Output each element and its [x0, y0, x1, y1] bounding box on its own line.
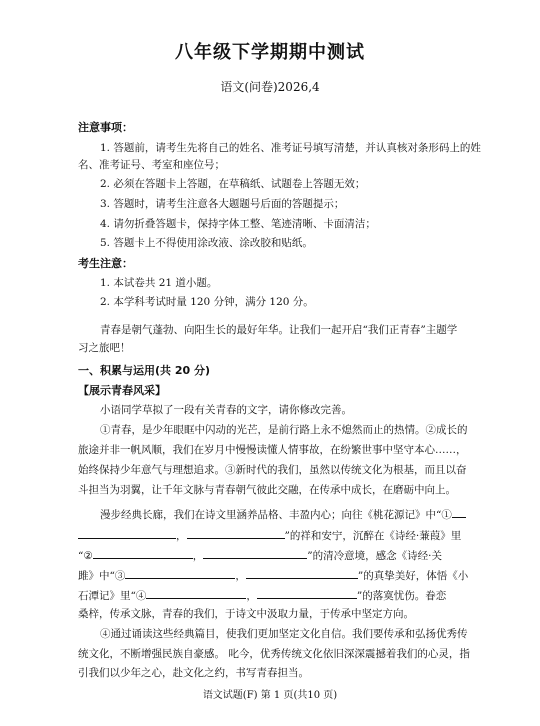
- passage-line: 引我们以少年之心，赴文化之约，书写青春担当。: [78, 667, 309, 679]
- page-title: 八年级下学期期中测试: [175, 42, 365, 63]
- passage-text: 石潭记》里“④: [78, 590, 147, 602]
- passage-line: [78, 587, 470, 604]
- passage-line: ①青春，是少年眼眶中闪动的光芒，是前行路上永不熄然而止的热情。②成长的: [100, 424, 468, 436]
- notice-heading: 注意事项：: [78, 121, 133, 134]
- candidate-note: 1. 本试卷共 21 道小题。: [100, 277, 218, 289]
- passage-text: ”的落寞忧伤。眷恋: [356, 590, 447, 602]
- notice-item: 1. 答题前，请考生先将自己的姓名、准考证号填写清楚，并认真核对条形码上的姓: [100, 142, 481, 154]
- passage-line: [78, 547, 470, 564]
- candidate-notes-heading: 考生注意：: [78, 257, 133, 270]
- notice-item: 5. 答题卡上不得使用涂改液、涂改胶和贴纸。: [100, 237, 313, 249]
- page-footer: 语文试题(F) 第 1 页(共10 页): [202, 690, 338, 701]
- passage-line: [78, 567, 470, 584]
- notice-item: 2. 必须在答题卡上答题，在草稿纸、试题卷上答题无效；: [100, 178, 366, 190]
- passage-text: ”的祥和安宁，沉醉在《诗经·蒹葭》里: [284, 530, 462, 542]
- passage-line: 统文化，不断增强民族自豪感。 叱今，优秀传统文化依旧深深震撼着我们的心灵，指: [78, 648, 470, 660]
- fill-blank-3b[interactable]: [246, 567, 358, 579]
- page-subtitle: 语文(问卷)2026,4: [220, 80, 320, 94]
- fill-blank-2a[interactable]: [93, 547, 193, 559]
- passage-text: ”的真挚美好，体悟《小: [357, 570, 469, 582]
- section-heading: 一、积累与运用(共 20 分): [78, 364, 211, 377]
- passage-line: 桑梓，传承文脉，青春的我们，于诗文中汲取力量，于传承中坚定方向。: [78, 608, 414, 620]
- fill-blank-4b[interactable]: [257, 587, 357, 599]
- notice-item: 名、准考证号、考室和座位号；: [78, 159, 225, 171]
- passage-line: [100, 506, 470, 523]
- passage-line: 斗担当为羽翼，让千年文脉与青春朝气彼此交融，在传承中成长，在磨砺中向上。: [78, 484, 456, 496]
- intro-line: 青春是朝气蓬勃、向阳生长的最好年华。让我们一起开启“我们正青春”主题学: [100, 324, 458, 336]
- fill-blank-3a[interactable]: [125, 567, 235, 579]
- fill-blank-1c[interactable]: [187, 527, 285, 539]
- passage-text: ，: [246, 590, 257, 602]
- fill-blank-4a[interactable]: [146, 587, 246, 599]
- section-subheading: 【展示青春风采】: [78, 384, 166, 397]
- passage-text: “②: [78, 550, 93, 562]
- passage-line: 始终保持少年意气与理想追求。③新时代的我们，虽然以传统文化为根基，而且以奋: [78, 464, 467, 476]
- passage-text: 雎》中“③: [78, 570, 126, 582]
- passage-line: [78, 527, 470, 544]
- section-prompt: 小语同学草拟了一段有关青春的文字，请你修改完善。: [100, 404, 352, 416]
- passage-line: ④通过诵读这些经典篇目，使我们更加坚定文化自信。我们要传承和弘扬优秀传: [100, 628, 468, 640]
- fill-blank-2b[interactable]: [203, 547, 307, 559]
- passage-text: ，: [235, 570, 246, 582]
- passage-text: ，: [192, 550, 204, 562]
- passage-text: ，: [176, 530, 187, 542]
- fill-blank-1b[interactable]: [78, 527, 176, 539]
- fill-blank-1a[interactable]: [452, 506, 466, 518]
- passage-line: 旅途并非一帆风顺，我们在岁月中慢慢读懂人情事故，在纷繁世事中坚守本心……，: [78, 444, 467, 456]
- candidate-note: 2. 本学科考试时量 120 分钟，满分 120 分。: [100, 296, 314, 308]
- passage-text: 漫步经典长廊，我们在诗文里涵养品格、丰盈内心；向往《桃花源记》中“①: [100, 509, 452, 521]
- intro-line: 习之旅吧！: [78, 342, 131, 354]
- passage-text: ”的清冷意境，感念《诗经·关: [307, 550, 442, 562]
- notice-item: 4. 请勿折叠答题卡，保持字体工整、笔迹清晰、卡面清洁；: [100, 218, 376, 230]
- notice-item: 3. 答题时，请考生注意各大题题号后面的答题提示；: [100, 198, 345, 210]
